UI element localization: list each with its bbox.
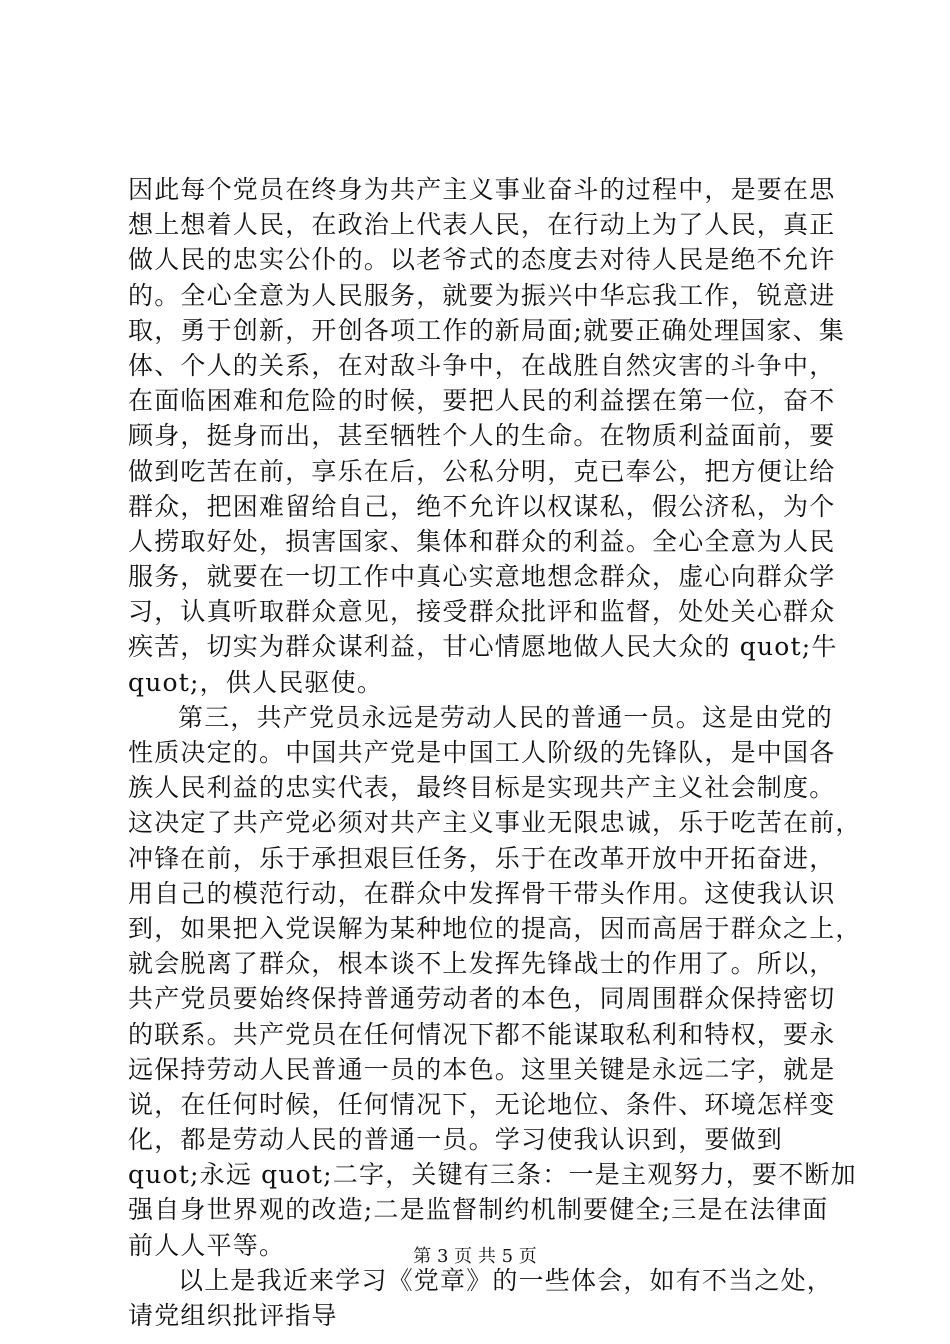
text-line: 取，勇于创新，开创各项工作的新局面;就要正确处理国家、集 — [128, 315, 846, 345]
text-line: 共产党员要始终保持普通劳动者的本色，同周围群众保持密切 — [128, 984, 836, 1014]
document-body — [128, 172, 862, 1333]
paragraph-start-line: 以上是我近来学习《党章》的一些体会，如有不当之处， — [178, 1265, 834, 1295]
text-line: 这决定了共产党必须对共产主义事业无限忠诚，乐于吃苦在前， — [128, 808, 862, 838]
text-line: 服务，就要在一切工作中真心实意地想念群众，虚心向群众学 — [128, 562, 836, 592]
text-line: 前人人平等。 — [128, 1230, 286, 1260]
text-line: quot;永远 quot;二字，关键有三条：一是主观努力，要不断加 — [128, 1160, 857, 1190]
text-line: 强自身世界观的改造;二是监督制约机制要健全;三是在法律面 — [128, 1195, 829, 1225]
text-line: 体、个人的关系，在对敌斗争中，在战胜自然灾害的斗争中， — [128, 350, 836, 380]
text-line: 性质决定的。中国共产党是中国工人阶级的先锋队，是中国各 — [128, 738, 836, 767]
text-line: 做人民的忠实公仆的。以老爷式的态度去对待人民是绝不允许 — [128, 245, 836, 275]
text-line: 请党组织批评指导 — [128, 1301, 338, 1330]
text-line: 化，都是劳动人民的普通一员。学习使我认识到，要做到 — [128, 1125, 784, 1155]
text-line: 疾苦，切实为群众谋利益，甘心情愿地做人民大众的 quot;牛 — [128, 632, 838, 662]
text-line: 顾身，挺身而出，甚至牺牲个人的生命。在物质利益面前，要 — [128, 421, 836, 451]
text-line: 的。全心全意为人民服务，就要为振兴中华忘我工作，锐意进 — [128, 280, 836, 310]
text-line: 群众，把困难留给自己，绝不允许以权谋私，假公济私，为个 — [128, 491, 836, 521]
text-line: 人捞取好处，损害国家、集体和群众的利益。全心全意为人民 — [128, 526, 836, 556]
text-line: 远保持劳动人民普通一员的本色。这里关键是永远二字，就是 — [128, 1054, 836, 1084]
text-line: 冲锋在前，乐于承担艰巨任务，乐于在改革开放中开拓奋进， — [128, 843, 836, 873]
text-line: 到，如果把入党误解为某种地位的提高，因而高居于群众之上， — [128, 913, 862, 943]
text-line: 做到吃苦在前，享乐在后，公私分明，克已奉公，把方便让给 — [128, 456, 836, 486]
text-line: quot;，供人民驱使。 — [128, 667, 384, 697]
text-line: 用自己的模范行动，在群众中发挥骨干带头作用。这使我认识 — [128, 878, 836, 908]
text-line: 想上想着人民，在政治上代表人民，在行动上为了人民，真正 — [128, 210, 836, 240]
paragraph-start-line: 第三，共产党员永远是劳动人民的普通一员。这是由党的 — [178, 702, 834, 732]
text-line: 说，在任何时候，任何情况下，无论地位、条件、环境怎样变 — [128, 1089, 836, 1119]
text-line: 在面临困难和危险的时候，要把人民的利益摆在第一位，奋不 — [128, 386, 836, 416]
page-number-footer: 第 3 页 共 5 页 — [413, 1246, 537, 1267]
text-line: 习，认真听取群众意见，接受群众批评和监督，处处关心群众 — [128, 597, 836, 627]
text-line: 因此每个党员在终身为共产主义事业奋斗的过程中，是要在思 — [128, 175, 836, 204]
text-line: 的联系。共产党员在任何情况下都不能谋取私利和特权，要永 — [128, 1019, 836, 1049]
text-line: 就会脱离了群众，根本谈不上发挥先锋战士的作用了。所以， — [128, 949, 836, 979]
text-line: 族人民利益的忠实代表，最终目标是实现共产主义社会制度。 — [128, 773, 836, 803]
